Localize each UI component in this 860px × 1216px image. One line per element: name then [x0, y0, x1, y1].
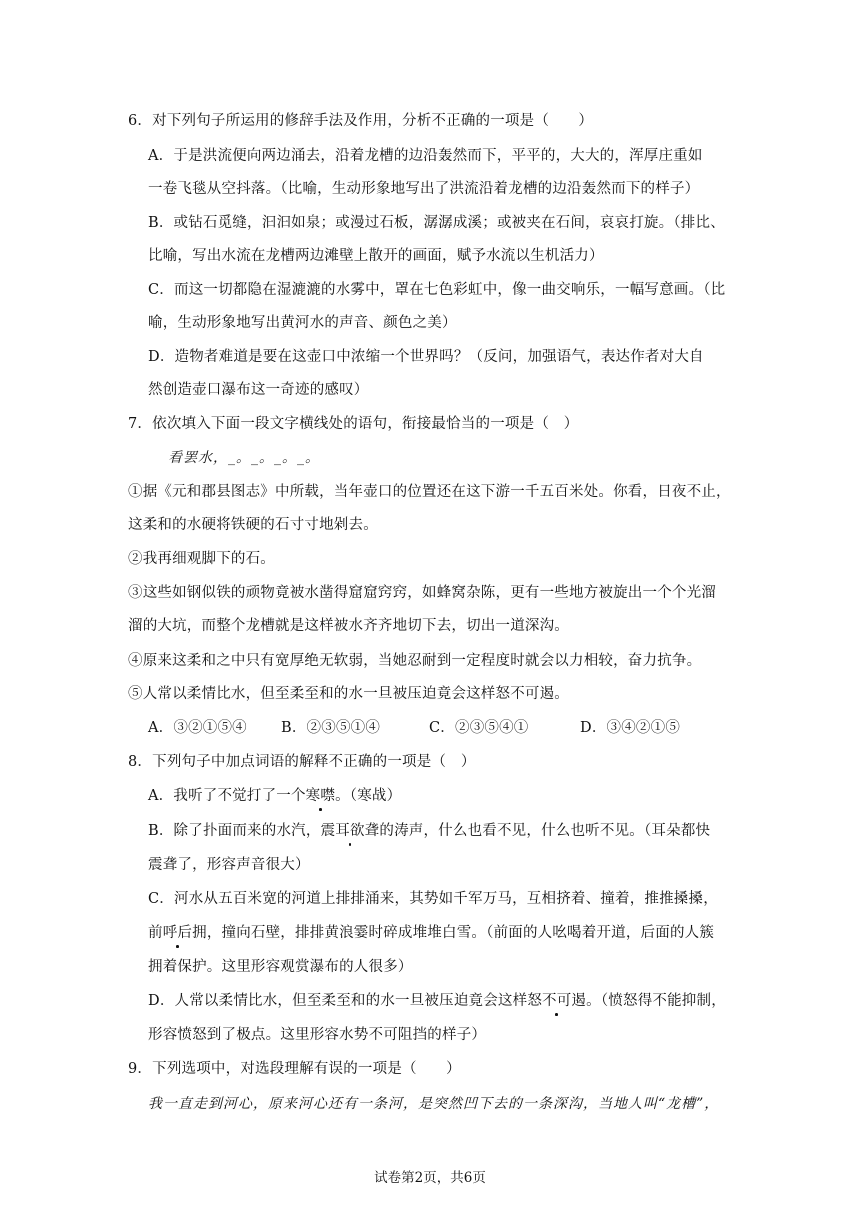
- q8-option-d-line1: [148, 991, 726, 1011]
- q8-d-text-after: 。（愤怒得不能抑制，: [586, 993, 726, 1009]
- q8-option-c-line3: 拥着保护。这里形容观赏瀑布的人很多）: [148, 959, 413, 975]
- q6-option-a-line2: 一卷飞毯从空抖落。（比喻，生动形象地写出了洪流沿着龙槽的边沿轰然而下的样子）: [148, 181, 700, 197]
- q6-option-c-line1: C．而这一切都隐在湿漉漉的水雾中，罩在七色彩虹中，像一曲交响乐，一幅写意画。（比: [148, 282, 726, 298]
- q8-option-c-line1: C．河水从五百米宽的河道上排排涌来，其势如千军万马，互相挤着、撞着，推推搡搡，: [148, 891, 718, 907]
- q8-option-c-line2: [148, 923, 714, 943]
- q8-c-dotted-word: 前呼后拥: [148, 925, 207, 941]
- q7-sentence-5: ⑤人常以柔情比水，但至柔至和的水一旦被压迫竟会这样怒不可遏。: [128, 686, 569, 702]
- q6-option-a-line1: A．于是洪流便向两边涌去，沿着龙槽的边沿轰然而下，平平的，大大的，浑厚庄重如: [148, 148, 703, 164]
- q6-option-c-line2: 喻，生动形象地写出黄河水的声音、颜色之美）: [148, 315, 457, 331]
- q7-sentence-1-line2: 这柔和的水硬将铁硬的石寸寸地剁去。: [128, 517, 378, 533]
- q7-sentence-3-line1: ③这些如钢似铁的顽物竟被水凿得窟窟窍窍，如蜂窝杂陈，更有一些地方被旋出一个个光溜: [128, 585, 716, 601]
- q7-sentence-2: ②我再细观脚下的石。: [128, 551, 275, 567]
- q8-c-text-after: ，撞向石壁，排排黄浪霎时碎成堆堆白雪。（前面的人吆喝着开道，后面的人簇: [206, 925, 715, 941]
- q8-b-dotted-word: 震耳欲聋: [320, 823, 380, 839]
- q9-passage: 我一直走到河心，原来河心还有一条河，是突然凹下去的一条深沟，当地人叫“龙槽”，: [148, 1096, 720, 1112]
- q7-sentence-3-line2: 溜的大坑，而整个龙槽就是这样被水齐齐地切下去，切出一道深沟。: [128, 618, 569, 634]
- q8-option-d-line2: 形容愤怒到了极点。这里形容水势不可阻挡的样子）: [148, 1027, 487, 1043]
- q9-stem: 9．下列选项中，对选段理解有误的一项是（ ）: [128, 1061, 461, 1077]
- q8-option-b-line2: 震聋了，形容声音很大）: [148, 857, 310, 873]
- q7-option-b: B．②③⑤①④: [281, 720, 381, 736]
- q7-lead-text: 看罢水，_。_。_。_。: [168, 450, 320, 466]
- q6-option-d-line1: D．造物者难道是要在这壶口中浓缩一个世界吗？（反问，加强语气，表达作者对大自: [148, 349, 704, 365]
- q7-option-c: C．②③⑤④①: [429, 720, 529, 736]
- q8-b-text-after: 的涛声，什么也看不见，什么也听不见。（耳朵都快: [379, 823, 711, 839]
- q7-option-a: A．③②①⑤④: [148, 720, 247, 736]
- q7-option-d: D．③④②①⑤: [580, 720, 681, 736]
- q6-stem: 6．对下列句子所运用的修辞手法及作用，分析不正确的一项是（ ）: [128, 113, 594, 129]
- q7-sentence-4: ④原来这柔和之中只有宽厚绝无软弱，当她忍耐到一定程度时就会以力相较，奋力抗争。: [128, 653, 702, 669]
- q8-option-a: [148, 786, 401, 806]
- q8-option-b-line1: [148, 821, 710, 841]
- q8-d-dotted-word: 怒不可遏: [527, 993, 587, 1009]
- q8-b-text-before: B．除了扑面而来的水汽，: [148, 823, 321, 839]
- q8-d-text-before: D．人常以柔情比水，但至柔至和的水一旦被压迫竟会这样: [148, 993, 528, 1009]
- q7-stem: 7．依次填入下面一段文字横线处的语句，衔接最恰当的一项是（ ）: [128, 416, 579, 432]
- q6-option-b-line1: B．或钻石觅缝，汩汩如泉；或漫过石板，潺潺成溪；或被夹在石间，哀哀打旋。（排比、: [148, 215, 725, 231]
- q8-a-text-after: 。（寒战）: [335, 788, 402, 804]
- q8-a-text-before: A．我听了不觉打了一个: [148, 788, 306, 804]
- q8-a-dotted-word: 寒噤: [305, 788, 336, 804]
- page-footer: 试卷第2页，共6页: [374, 1170, 486, 1186]
- q6-option-b-line2: 比喻，写出水流在龙槽两边滩壁上散开的画面，赋予水流以生机活力）: [148, 248, 604, 264]
- q8-stem: 8．下列句子中加点词语的解释不正确的一项是（ ）: [128, 754, 476, 770]
- q7-sentence-1-line1: ①据《元和郡县图志》中所载，当年壶口的位置还在这下游一千五百米处。你看，日夜不止，: [128, 484, 731, 500]
- q6-option-d-line2: 然创造壶口瀑布这一奇迹的感叹）: [148, 382, 369, 398]
